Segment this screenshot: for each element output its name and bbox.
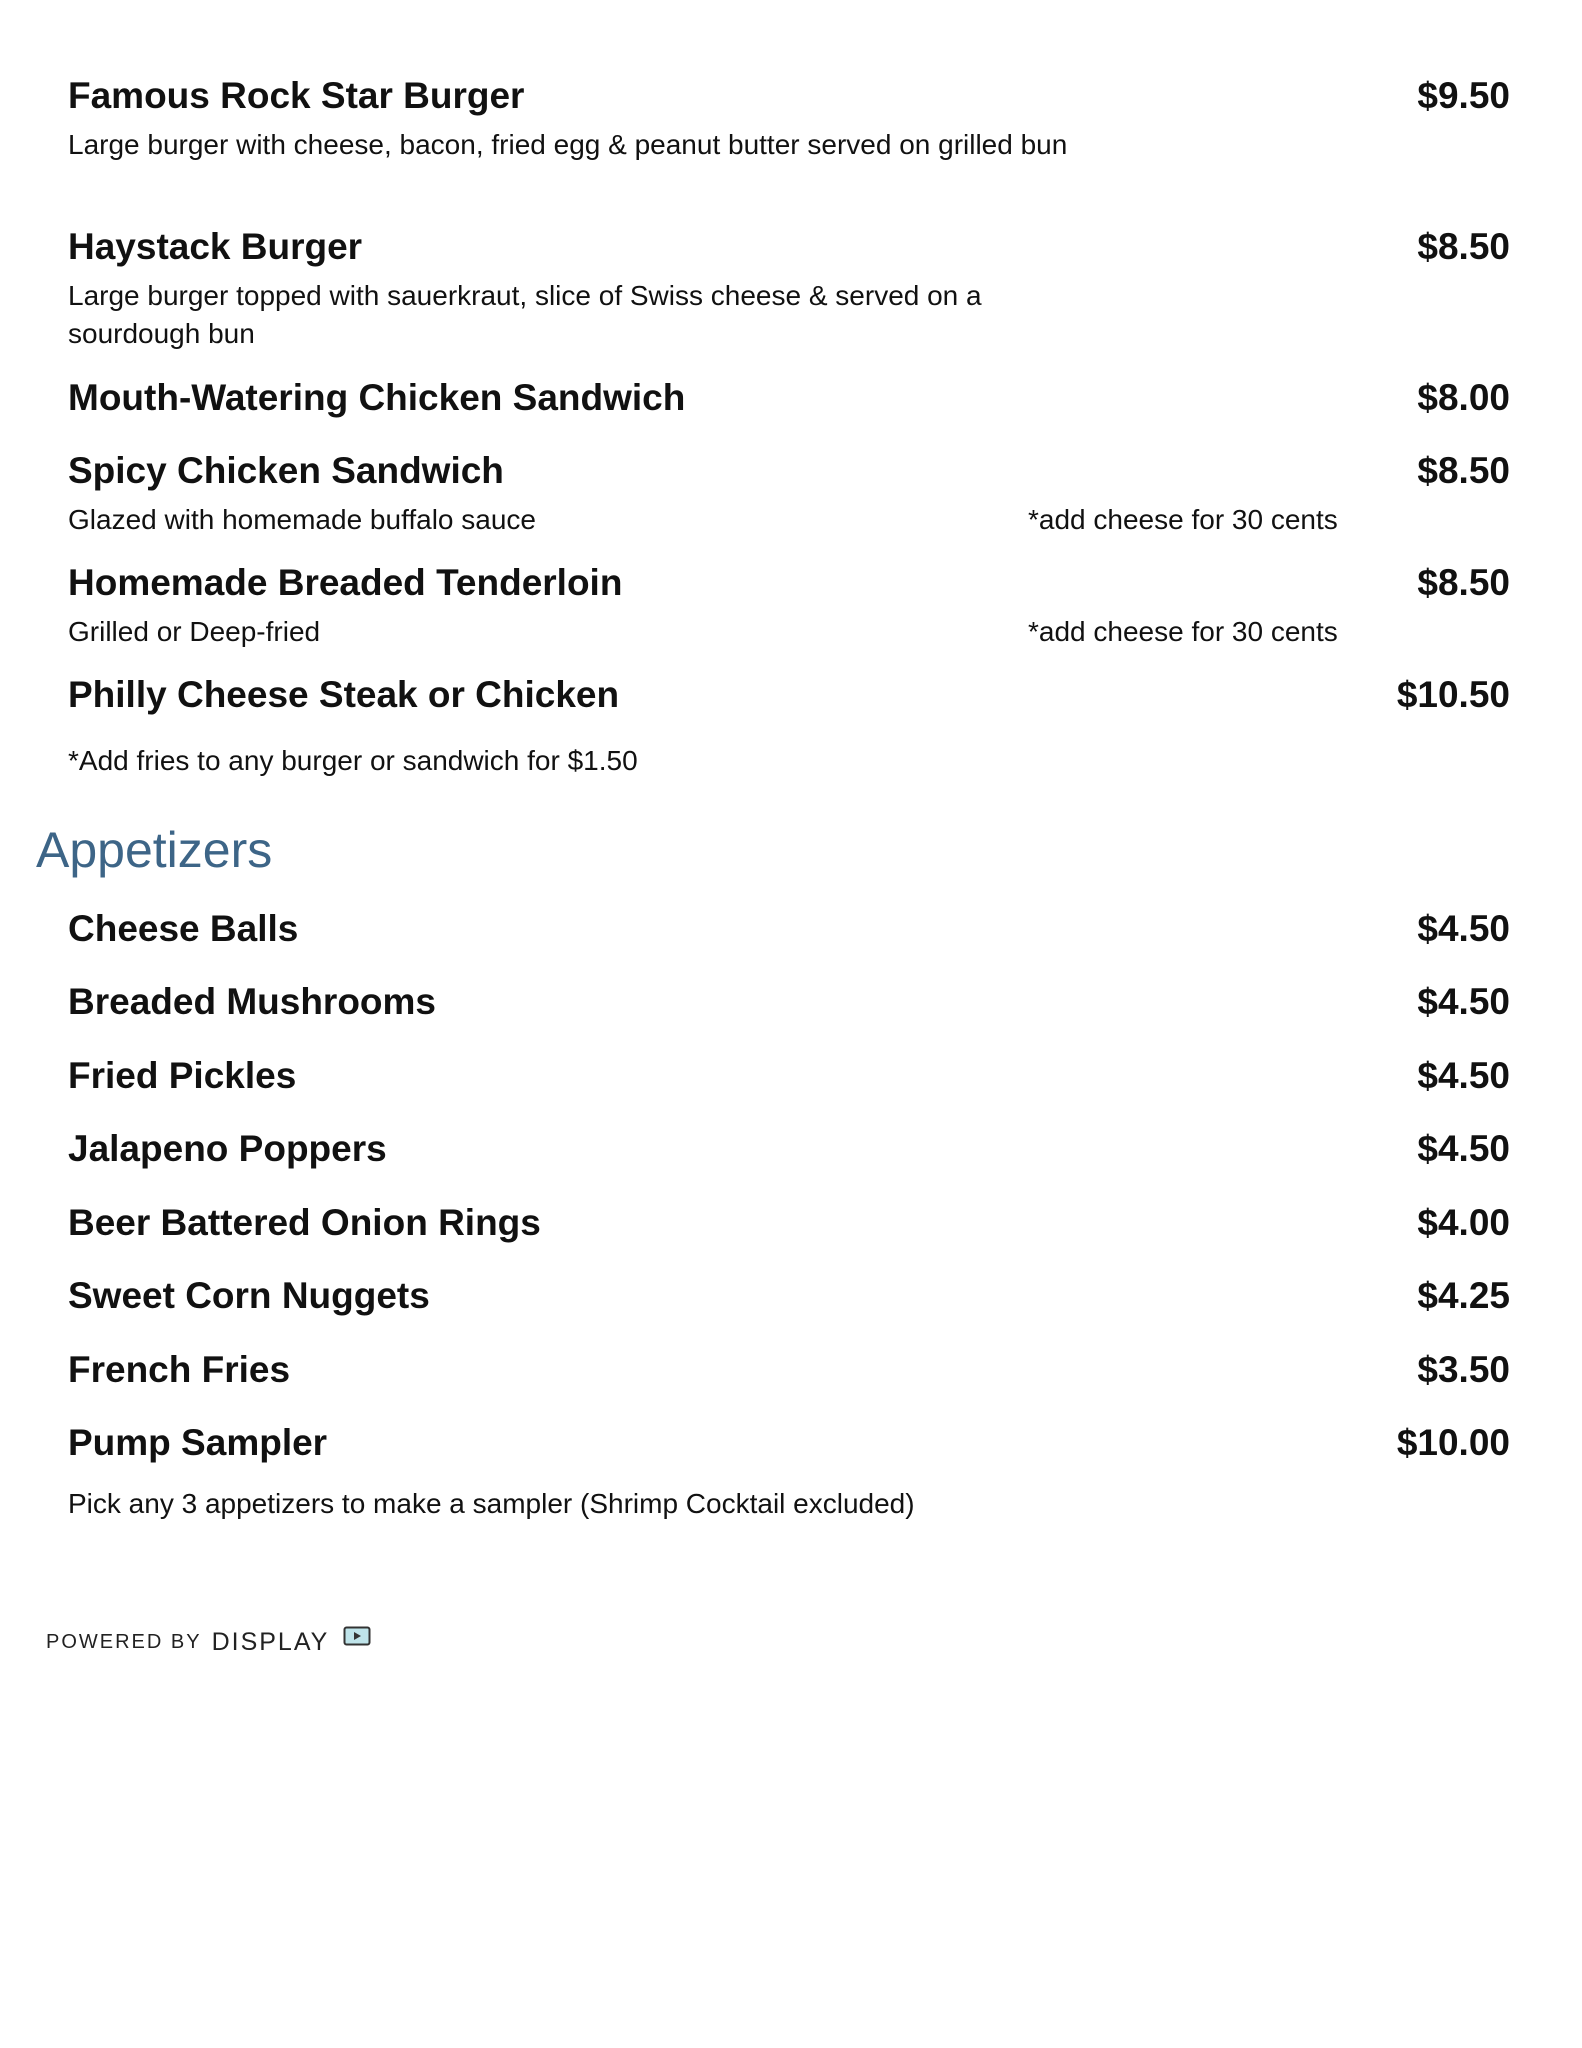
item-name: Philly Cheese Steak or Chicken xyxy=(68,674,620,715)
item-name: Homemade Breaded Tenderloin xyxy=(68,562,623,603)
item-price: $8.50 xyxy=(1417,226,1510,267)
item-name: French Fries xyxy=(68,1349,291,1390)
item-description: Large burger with cheese, bacon, fried egg & peanut butter served on grilled bun xyxy=(68,129,1068,160)
item-price: $4.00 xyxy=(1417,1202,1510,1243)
clipped-previous-item xyxy=(68,18,768,48)
item-name: Spicy Chicken Sandwich xyxy=(68,450,504,491)
item-description: Glazed with homemade buffalo sauce xyxy=(68,504,536,535)
item-name: Breaded Mushrooms xyxy=(68,981,437,1022)
item-price: $4.50 xyxy=(1417,1128,1510,1169)
item-price: $8.50 xyxy=(1417,450,1510,491)
item-price: $10.00 xyxy=(1396,1422,1510,1463)
display-brand: DISPLAY xyxy=(211,1628,330,1656)
section-title-appetizers: Appetizers xyxy=(36,822,273,878)
item-name: Famous Rock Star Burger xyxy=(68,75,525,116)
item-price: $10.50 xyxy=(1396,674,1510,715)
item-name: Pump Sampler xyxy=(68,1422,328,1463)
item-price: $8.00 xyxy=(1417,377,1510,418)
item-price: $4.50 xyxy=(1417,1055,1510,1096)
item-note: *add cheese for 30 cents xyxy=(1028,504,1338,535)
item-note: *add cheese for 30 cents xyxy=(1028,616,1338,647)
item-description: Pick any 3 appetizers to make a sampler (Shrimp Cocktail excluded) xyxy=(68,1488,915,1519)
item-description: Grilled or Deep-fried xyxy=(68,616,321,647)
item-name: Sweet Corn Nuggets xyxy=(68,1275,430,1316)
item-price: $4.50 xyxy=(1417,908,1510,949)
item-name: Fried Pickles xyxy=(68,1055,297,1096)
item-price: $8.50 xyxy=(1417,562,1510,603)
item-name: Mouth-Watering Chicken Sandwich xyxy=(68,377,686,418)
item-name: Cheese Balls xyxy=(68,908,299,949)
item-price: $3.50 xyxy=(1417,1349,1510,1390)
item-price: $4.25 xyxy=(1417,1275,1510,1316)
item-name: Haystack Burger xyxy=(68,226,363,267)
item-price: $9.50 xyxy=(1417,75,1510,116)
item-price: $4.50 xyxy=(1417,981,1510,1022)
sandwich-footnote: *Add fries to any burger or sandwich for $1.50 xyxy=(68,745,638,776)
display-logo-icon xyxy=(343,1626,371,1648)
item-name: Jalapeno Poppers xyxy=(68,1128,387,1169)
powered-by-display[interactable] xyxy=(46,1628,371,1657)
item-name: Beer Battered Onion Rings xyxy=(68,1202,541,1243)
powered-by-label: POWERED BY xyxy=(46,1631,202,1653)
item-description: Large burger topped with sauerkraut, slice of Swiss cheese & served on a sourdough bun xyxy=(68,280,982,349)
